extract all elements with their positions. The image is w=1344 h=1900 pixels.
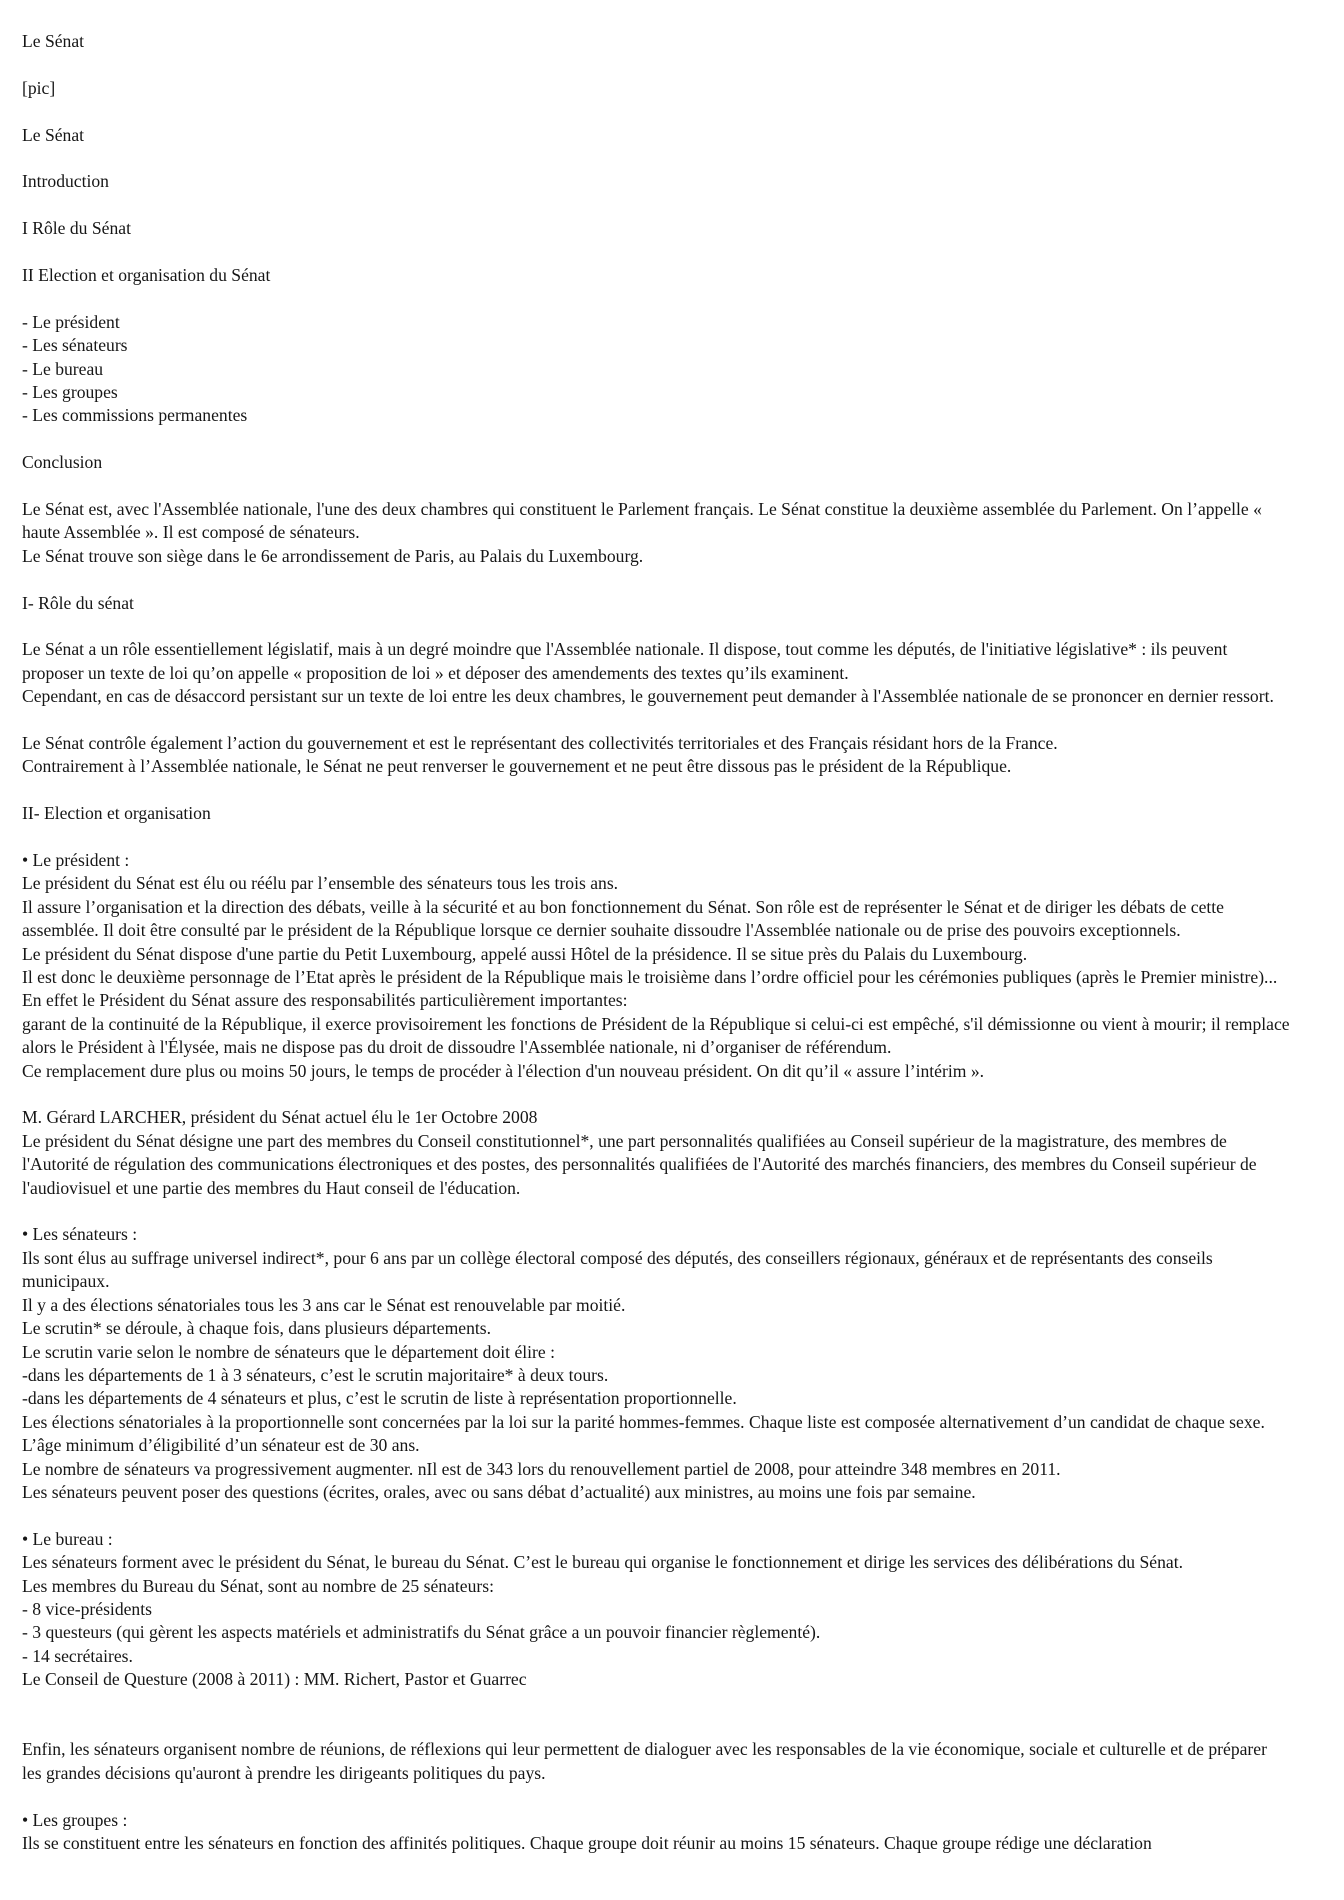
text-b67: Enfin, les sénateurs organisent nombre de réunions, de réflexions qui leur permettent de dialoguer avec les responsables de la vie économique, sociale et culturelle et de préparer les grandes décisions qu'auront à prendre les dirigeants politiques du pays. — [22, 1739, 1267, 1783]
paragraph-spacer — [22, 568, 1290, 591]
paragraph-spacer — [22, 1200, 1290, 1223]
text-b39: En effet le Président du Sénat assure des responsabilités particulièrement importantes: — [22, 990, 628, 1011]
paragraph-spacer — [22, 1692, 1290, 1715]
text-b55: Le nombre de sénateurs va progressivement augmenter. nIl est de 343 lors du renouvellement partiel de 2008, pour atteindre 348 membres en 2011. — [22, 1458, 1061, 1479]
text-b64: Le Conseil de Questure (2008 à 2011) : MM. Richert, Pastor et Guarrec — [22, 1669, 527, 1690]
paragraph-spacer — [22, 147, 1290, 170]
paragraph-spacer — [22, 1083, 1290, 1106]
paragraph-spacer — [22, 428, 1290, 451]
paragraph-spacer — [22, 194, 1290, 217]
paragraph-spacer — [22, 1715, 1290, 1738]
paragraph-spacer — [22, 709, 1290, 732]
paragraph-spacer — [22, 241, 1290, 264]
text-b38: Il est donc le deuxième personnage de l’Etat après le président de la République mais le troisième dans l’ordre officiel pour les cérémonies publiques (après le Premier ministre)... — [22, 967, 1278, 988]
text-b70: Ils se constituent entre les sénateurs en fonction des affinités politiques. Chaque groupe doit réunir au moins 15 sénateurs. Chaque groupe rédige une déclaration — [22, 1832, 1152, 1853]
text-b69: • Les groupes : — [22, 1809, 128, 1830]
paragraph-spacer — [22, 1785, 1290, 1808]
text-b50: Le scrutin varie selon le nombre de sénateurs que le département doit élire : — [22, 1341, 555, 1362]
text-b44: Le président du Sénat désigne une part des membres du Conseil constitutionnel*, une part personnalités qualifiées au Conseil supérieur de la magistrature, des membres de l'Autorité de régulation des communications électroniques et des postes, des personnalités qualifiées de l'Autorité des marchés financiers, des membres du Conseil supérieur de l'audiovisuel et une partie des membres du Haut conseil de l'éducation. — [22, 1130, 1257, 1198]
text-b15: - Le bureau — [22, 358, 104, 379]
text-b11: II Election et organisation du Sénat — [22, 264, 271, 285]
text-b26: Le Sénat a un rôle essentiellement législatif, mais à un degré moindre que l'Assemblée nationale. Il dispose, tout comme les députés, de l'initiative législative* : ils peuvent proposer un texte de loi qu’on appelle « proposition de loi » et déposer des amendements des textes qu’ils examinent. — [22, 639, 1228, 683]
text-b62: - 3 questeurs (qui gèrent les aspects matériels et administratifs du Sénat grâce a un pouvoir financier règlementé). — [22, 1622, 821, 1643]
paragraph-spacer — [22, 100, 1290, 123]
text-b32: II- Election et organisation — [22, 803, 211, 824]
paragraph-spacer — [22, 287, 1290, 310]
paragraph-spacer — [22, 826, 1290, 849]
paragraph-spacer — [22, 53, 1290, 76]
text-b34: • Le président : — [22, 850, 130, 871]
text-b19: Conclusion — [22, 452, 103, 473]
text-b60: Les membres du Bureau du Sénat, sont au nombre de 25 sénateurs: — [22, 1575, 494, 1596]
text-b37: Le président du Sénat dispose d'une partie du Petit Luxembourg, appelé aussi Hôtel de la présidence. Il se situe près du Palais du Luxembourg. — [22, 943, 1028, 964]
text-b3: [pic] — [22, 77, 56, 98]
text-b17: - Les commissions permanentes — [22, 405, 248, 426]
text-b59: Les sénateurs forment avec le président du Sénat, le bureau du Sénat. C’est le bureau qui organise le fonctionnement et dirige les services des délibérations du Sénat. — [22, 1552, 1183, 1573]
paragraph-spacer — [22, 779, 1290, 802]
text-b21: Le Sénat est, avec l'Assemblée nationale, l'une des deux chambres qui constituent le Parlement français. Le Sénat constitue la deuxième assemblée du Parlement. On l’appelle « haute Assemblée ». Il est composé de sénateurs. — [22, 499, 1262, 543]
text-b36: Il assure l’organisation et la direction des débats, veille à la sécurité et au bon fonctionnement du Sénat. Son rôle est de représenter le Sénat et de diriger les débats de cette assemblée. Il doit être consulté par le président de la République lorsque ce dernier souhaite dissoudre l'Assemblée nationale ou de prise des pouvoirs exceptionnels. — [22, 896, 1224, 941]
text-b27: Cependant, en cas de désaccord persistant sur un texte de loi entre les deux chambres, le gouvernement peut demander à l'Assemblée nationale de se prononcer en dernier ressort. — [22, 686, 1274, 707]
text-b35: Le président du Sénat est élu ou réélu par l’ensemble des sénateurs tous les trois ans. — [22, 873, 619, 894]
paragraph-spacer — [22, 475, 1290, 498]
text-b14: - Les sénateurs — [22, 335, 128, 356]
text-b63: - 14 secrétaires. — [22, 1645, 133, 1666]
text-b22: Le Sénat trouve son siège dans le 6e arrondissement de Paris, au Palais du Luxembourg. — [22, 545, 644, 566]
text-b5: Le Sénat — [22, 124, 85, 145]
text-b30: Contrairement à l’Assemblée nationale, le Sénat ne peut renverser le gouvernement et ne peut être dissous pas le président de la République. — [22, 756, 1012, 777]
text-b49: Le scrutin* se déroule, à chaque fois, dans plusieurs départements. — [22, 1318, 492, 1339]
text-b54: L’âge minimum d’éligibilité d’un sénateur est de 30 ans. — [22, 1435, 420, 1456]
text-b58: • Le bureau : — [22, 1528, 113, 1549]
text-b16: - Les groupes — [22, 382, 118, 402]
text-b1: Le Sénat — [22, 31, 85, 51]
text-b52: -dans les départements de 4 sénateurs et plus, c’est le scrutin de liste à représentation proportionnelle. — [22, 1388, 737, 1409]
text-b46: • Les sénateurs : — [22, 1224, 138, 1245]
text-b56: Les sénateurs peuvent poser des questions (écrites, orales, avec ou sans débat d’actualité) aux ministres, au moins une fois par semaine. — [22, 1481, 976, 1502]
text-b7: Introduction — [22, 171, 109, 192]
text-b9: I Rôle du Sénat — [22, 218, 131, 239]
text-b29: Le Sénat contrôle également l’action du gouvernement et est le représentant des collectivités territoriales et des Français résidant hors de la France. — [22, 733, 1058, 754]
text-b41: Ce remplacement dure plus ou moins 50 jours, le temps de procéder à l'élection d'un nouveau président. On dit qu’il « assure l’intérim ». — [22, 1060, 985, 1081]
text-b61: - 8 vice-présidents — [22, 1598, 152, 1619]
text-b53: Les élections sénatoriales à la proportionnelle sont concernées par la loi sur la parité hommes-femmes. Chaque liste est composée alternativement d’un candidat de chaque sexe. — [22, 1411, 1265, 1432]
text-b13: - Le président — [22, 311, 120, 332]
text-b51: -dans les départements de 1 à 3 sénateurs, c’est le scrutin majoritaire* à deux tours. — [22, 1364, 609, 1385]
text-b24: I- Rôle du sénat — [22, 592, 134, 613]
text-b40: garant de la continuité de la République, il exerce provisoirement les fonctions de Président de la République si celui-ci est empêché, s'il démissionne ou vient à mourir; il remplace alors le Président à l'Élysée, mais ne dispose pas du droit de dissoudre l'Assemblée nationale, ni d’organiser de référendum. — [22, 1013, 1290, 1058]
paragraph-spacer — [22, 1504, 1290, 1527]
document-text-body — [22, 30, 1290, 1855]
paragraph-spacer — [22, 615, 1290, 638]
text-b48: Il y a des élections sénatoriales tous les 3 ans car le Sénat est renouvelable par moitié. — [22, 1294, 626, 1315]
text-b43: M. Gérard LARCHER, président du Sénat actuel élu le 1er Octobre 2008 — [22, 1107, 538, 1128]
text-b47: Ils sont élus au suffrage universel indirect*, pour 6 ans par un collège électoral composé des députés, des conseillers régionaux, généraux et de représentants des conseils municipaux. — [22, 1247, 1213, 1292]
